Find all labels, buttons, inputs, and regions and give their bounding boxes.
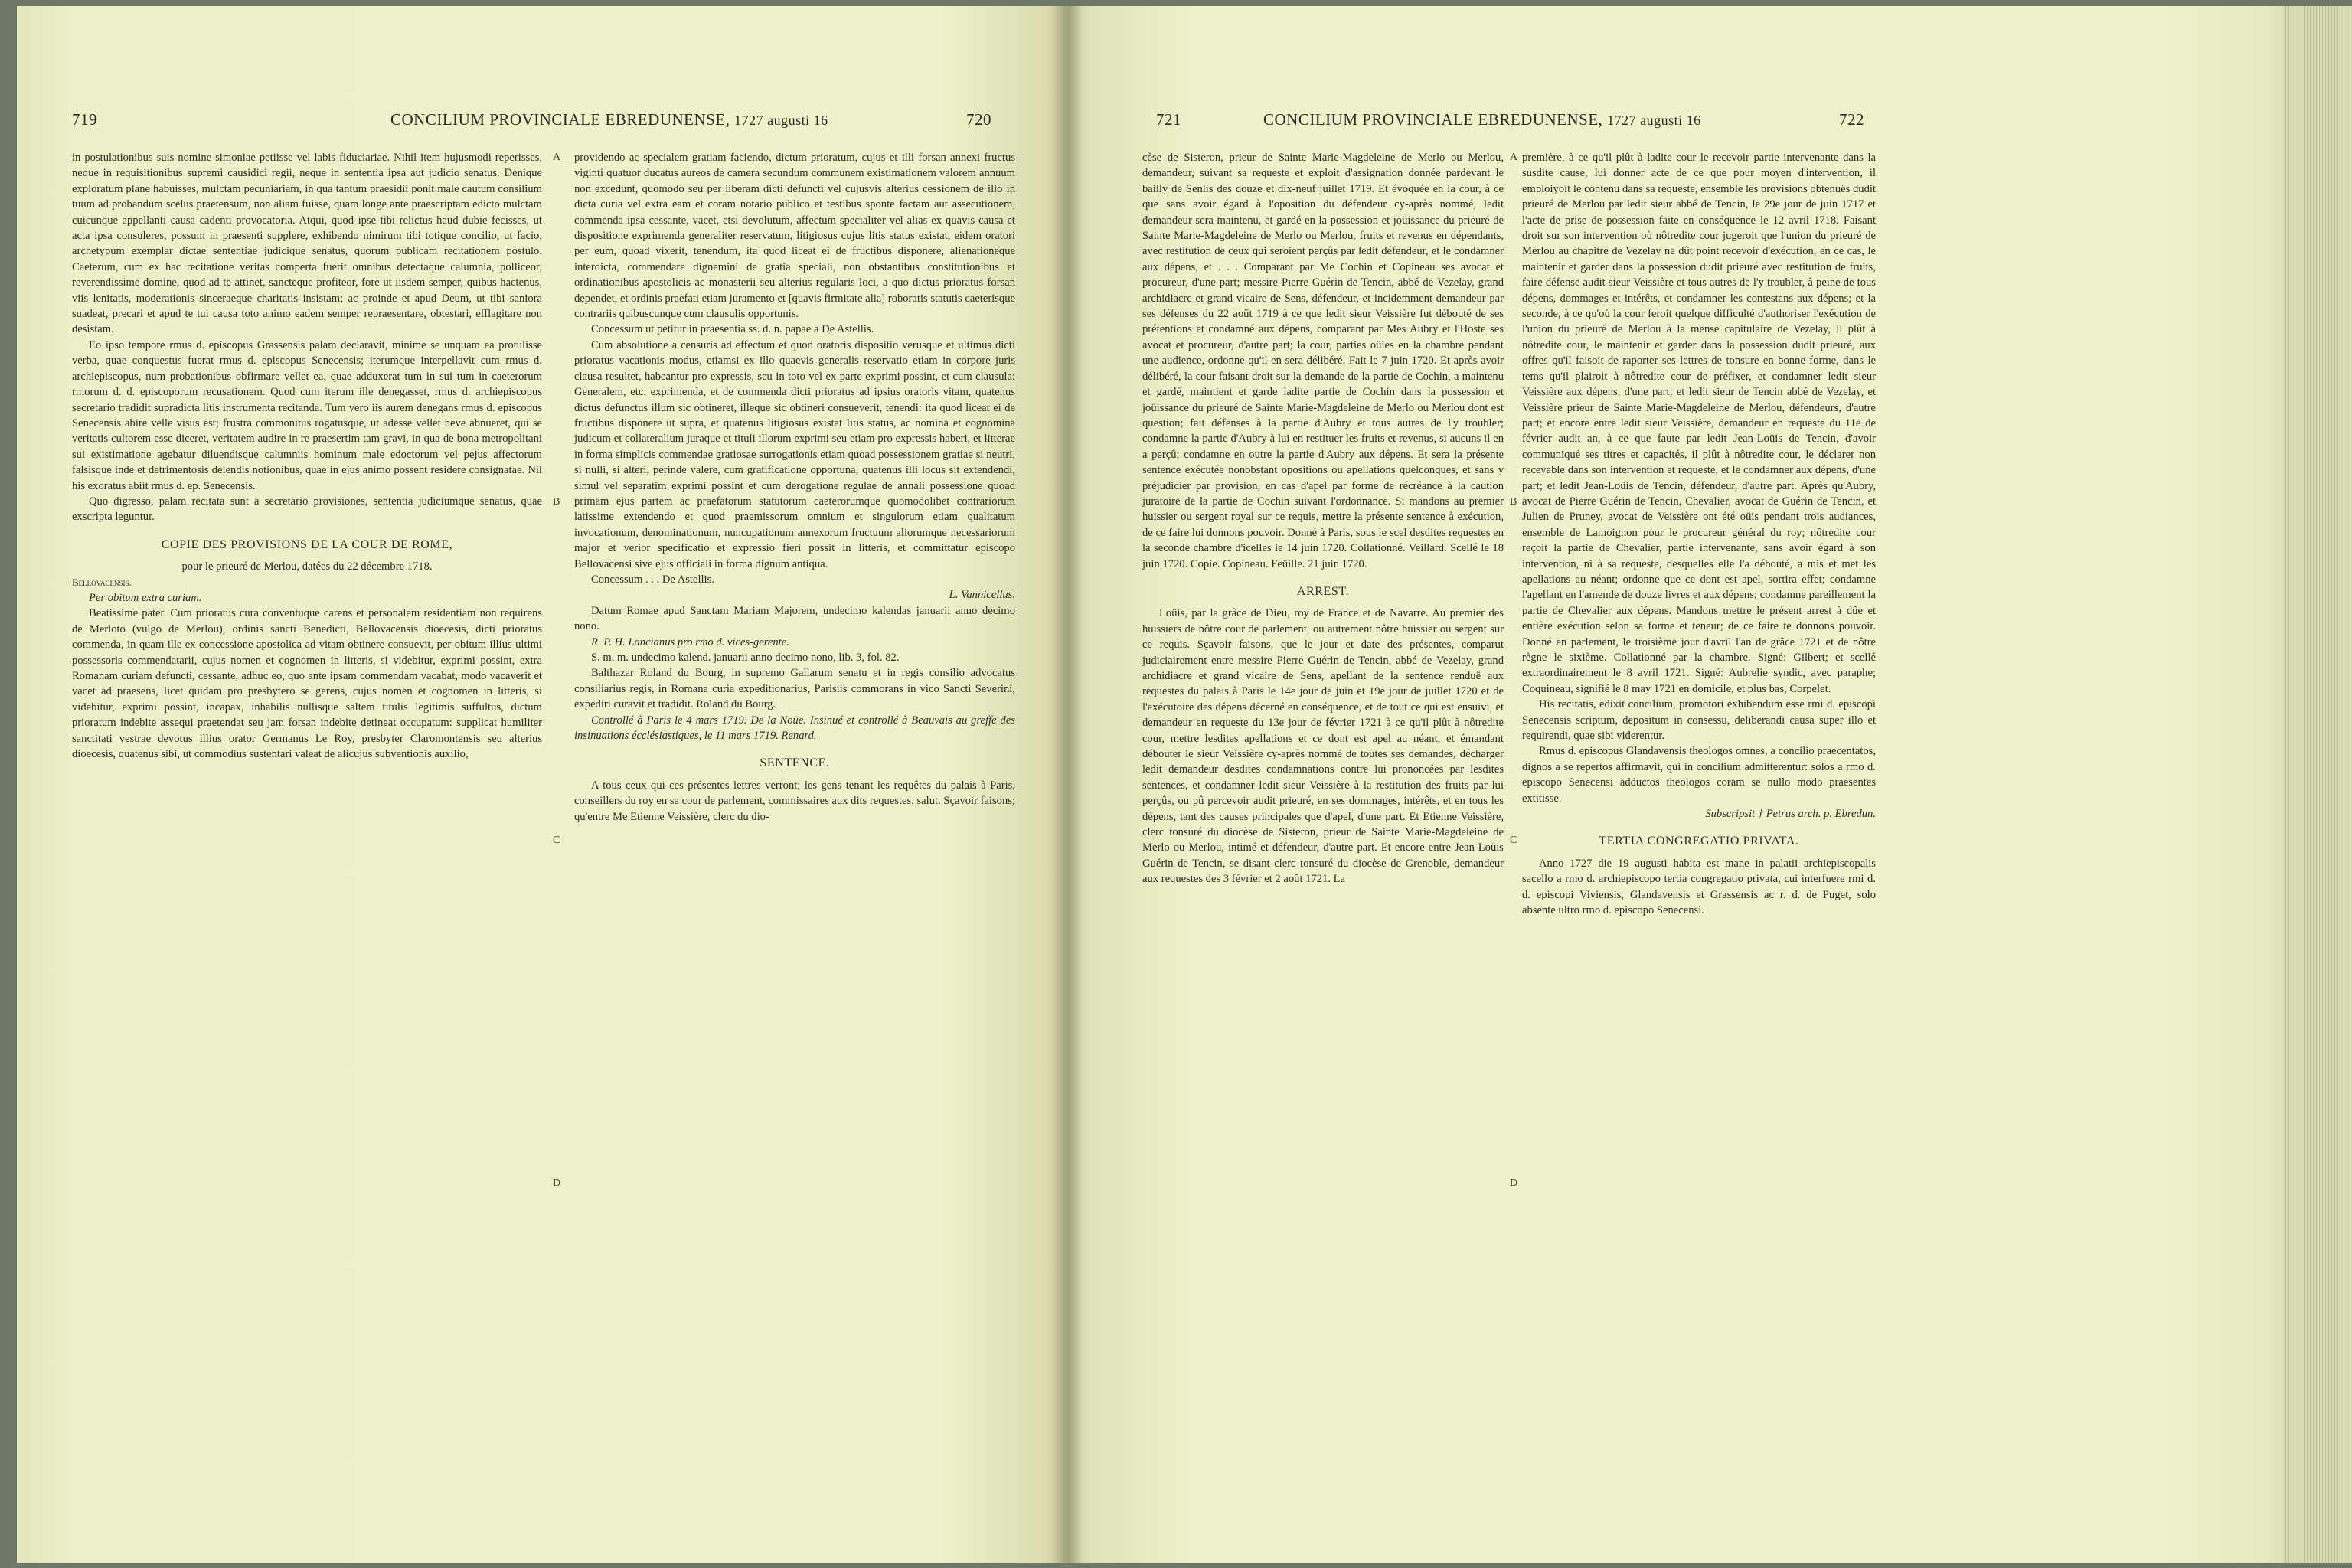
page-number: 722: [1839, 110, 1864, 129]
paragraph: Balthazar Roland du Bourg, in supremo Gallarum senatu et in regis consilio advocatus consiliarius regis, in Romana curia expeditionarius, Parisiis commorans in vico Sancti Severini, expediri curavit et tradidit. Roland du Bourg.: [574, 667, 1015, 711]
margin-marker: B: [553, 496, 560, 508]
paragraph: in postulationibus suis nomine simoniae petiisse vel labis fiduciariae. Nihil item hujusmodi reperisses, neque in requisitionibus supremi causidici regii, neque in sententia ipsa aut judicio senatus. Denique exploratum plane habuisses, mulctam pecuniariam, in qua tantum praesidii ponit male cautum consilium tuum ad probandum scelus praetensum, non aliam fuisse, quam longe ante praescriptam edicto mulctam cuicunque appellanti causa cadenti provocatoria. Atqui, quod ipse tibi relictus haud dubie fecisses, ut acta ipsa consuleres, possum in praesenti supplere, exhibendo nimirum tibi totique concilio, ut facio, archetypum exemplar dictae sententiae judicique senatus, quorum publicam recitationem postulo. Caeterum, cum ex hac recitatione veritas comperta fuerit omnibus detectaque calumnia, polliceor, reverendissime domine, quod ad te attinet, sancteque profiteor, fore ut iisdem semper, quibus hactenus, viis lenitatis, moderationis sinceraeque charitatis insistam; ac proinde et apud Deum, ut tibi saniora suadeat, precari et apud te tui causa toto animo eadem semper repraesentare, obtestari, efflagitare non desistam.: [72, 152, 542, 336]
book-gutter: [1052, 6, 1083, 1563]
page-number: 720: [966, 110, 991, 129]
paragraph: A tous ceux qui ces présentes lettres verront; les gens tenant les requêtes du palais à Paris, conseillers du roy en sa cour de parlement, commissaires aux dits requestes, salut. Sçavoir faisons; qu'entre Me Etienne Veissière, clerc du dio-: [574, 779, 1015, 823]
paragraph: Anno 1727 die 19 augusti habita est mane in palatii archiepiscopalis sacello a rmo d. archiepiscopo tertia congregatio privata, cui interfuere rmi d. d. episcopi Viviensis, Glandavensis et Grassensis ac r. d. de Puget, solo absente ultro rmo d. episcopo Senecensi.: [1522, 857, 1876, 917]
section-heading: COPIE DES PROVISIONS DE LA COUR DE ROME,: [161, 537, 453, 551]
running-title-text: CONCILIUM PROVINCIALE EBREDUNENSE,: [1263, 110, 1603, 129]
margin-marker: A: [1510, 152, 1518, 163]
running-title-text: CONCILIUM PROVINCIALE EBREDUNENSE,: [390, 110, 730, 129]
paragraph: Loüis, par la grâce de Dieu, roy de France et de Navarre. Au premier des huissiers de nôtre cour de parlement, ou autrement nôtre huissier ou sergent sur ce requis. Sçavoir faisons, que le jour et date des présentes, comparut judiciairement entre messire Pierre Guérin de Tencin, abbé de Vezelay, grand archidiacre et grand vicaire de Sens, apellant de la sentence renduë aux requestes du palais à Paris le 14e jour de juin et 19e jour de juillet 1720 et de l'exécutoire des dépens décerné en conséquence, et de tout ce qui est ensuivi, et demandeur en requeste du 13e jour de février 1721 à ce qu'il plût à nôtredite cour, mettre lesdites apellations et ce dont est apel au néant, et émandant débouter le sieur Veissière cy-après nommé de toutes ses demandes, décharger ledit demandeur desdites condamnations contre lui prononcées par lesdites sentences, et condamner ledit sieur Veissière à la restitution des fruits par lui perçûs, ou pû percevoir audit prieuré, en ses dommages, intérêts, et en tous les dépens, tant des causes principales que d'apel, d'une part. Et Etienne Veissière, clerc tonsuré du diocèse de Sisteron, prieur de Sainte Marie-Magdeleine de Merlo ou Merlou, intimé et défendeur, d'autre part. Et encore entre Jean-Loüis Guérin de Tencin, se disant clerc tonsuré du diocèse de Grenoble, demandeur aux requestes des 3 février et 2 août 1721. La: [1142, 607, 1504, 886]
paragraph: cèse de Sisteron, prieur de Sainte Marie-Magdeleine de Merlo ou Merlou, demandeur, suivant sa requeste et exploit d'assignation donnée pardevant le bailly de Senlis des douze et dix-neuf juillet 1719. Et évoquée en la cour, à ce que sans avoir égard à l'oposition du défendeur cy-après nommé, ledit demandeur sera maintenu, et gardé en la possession et joüissance du prieuré de Sainte Marie-Magdeleine de Merlo ou Merlou, fruits et revenus en dépendants, avec restitution de ceux qui seroient perçûs par ledit défendeur, et le condamner aux dépens, et . . . Comparant par Me Cochin et Copineau ses avocat et procureur, d'une part; messire Pierre Guérin de Tencin, abbé de Vezelay, grand archidiacre et grand vicaire de Sens, défendeur, et incidemment demandeur par ses défenses du 22 août 1719 à ce que ledit sieur Veissière fut débouté de ses prétentions et condamné aux dépens, comparant par Mes Aubry et l'Hoste ses avocat et procureur, d'autre part; la cour, parties oüies en la chambre pendant une audience, ordonne qu'il en sera délibéré. Fait le 7 juin 1720. Et après avoir délibéré, la cour faisant droit sur la demande de la partie de Cochin, a maintenu et gardé, maintient et garde ladite partie de Cochin dans la possession et joüissance du prieuré de Sainte Marie-Magdeleine de Merlo ou Merlou dont est question; fait défenses à la partie d'Aubry et tous autres de l'y troubler; condamne la partie d'Aubry à lui en restituer les fruits et revenus, si aucuns il en a perçû; condamne en outre la partie d'Aubry aux dépens. Et sera la présente sentence exécutée nonobstant opositions ou apellations quelconques, et sans y préjudicier par provision, en cas d'apel par forme de récréance à la caution juratoire de la partie de Cochin suivant l'ordonnance. Si mandons au premier huissier ou sergent royal sur ce requis, mettre la présente sentence à exécution, de ce faire lui donnons pouvoir. Donné à Paris, sous le scel desdites requestes en la seconde chambre d'icelles le 14 juin 1720. Collationné. Veillard. Scellé le 18 juin 1720. Copie. Copineau. Feüille. 21 juin 1720.: [1142, 152, 1504, 570]
paragraph: Rmus d. episcopus Glandavensis theologos omnes, a concilio praecentatos, dignos a se repertos affirmavit, qui in concilium admitterentur: solos a rmo d. episcopo Senecensi adductos theologos coram se nullo modo praesentes extitisse.: [1522, 745, 1876, 805]
margin-marker: B: [1510, 496, 1517, 508]
margin-marker: C: [553, 835, 560, 846]
left-column-2: [574, 150, 1015, 825]
right-column-2: [1522, 150, 1876, 919]
page-number: 719: [72, 110, 97, 129]
paragraph: Concessum ut petitur in praesentia ss. d. n. papae a De Astellis.: [591, 323, 874, 336]
paragraph: providendo ac specialem gratiam faciendo, dictum prioratum, cujus et illi forsan annexi fructus viginti quatuor ducatus aureos de camera secundum communem existimationem valorem annuum non excedunt, quomodo seu per liberam dicti defuncti vel cujusvis alterius cessionem de illo in dicta curia vel extra eam et coram notario publico et testibus sponte factam aut assecutionem, commenda ipsa cessante, vacet, etsi devolutum, affectum specialiter vel alias ex quavis causa et dispositione exprimenda generaliter reservatum, litigiosus cujus litis status existat, eidem oratori per eum, quoad vixerit, tenendum, ita quod liceat ei de fructibus disponere, alienationeque interdicta, commendare dignemini de gratia speciali, non obstantibus constitutionibus et ordinationibus apostolicis ac monasterii seu alterius regularis loci, a quo dictus prioratus forsan dependet, et ordinis praefati etiam juramento et [quavis firmitate alia] roboratis statutis caeterisque contrariis quibuscunque cum clausulis opportunis.: [574, 152, 1015, 321]
paragraph: Beatissime pater. Cum prioratus cura conventuque carens et personalem residentiam non requirens de Merloto (vulgo de Merlou), ordinis sancti Benedicti, Bellovacensis dioecesis, dicti prioratus commenda, in quam ille ex concessione apostolica ad vitam obtinere consuevit, per obitum illius ultimi possessoris commendatarii, cujus nomen et cognomen in litteris, si videbitur, exprimi possint, extra Romanam curiam defuncti, cessante, adhuc eo, quo ante ipsam commendam vacabat, modo vacaverit et vacet ad praesens, licet quidam pro presbytero se gerens, cujus nomen et cognomen in litteris, si videbitur, exprimi possint, incapax, inhabilis nullisque saltem titulis legitimis suffultus, dictum prioratum indebite assequi praetendat seu jam forsan indebite detineat occupatum: supplicat humiliter sanctitati vestrae devotus illius orator Germanus Le Roy, presbyter Claromontensis seu alterius dioecesis, quatenus sibi, ut commodius sustentari valeat de alicujus subventionis auxilio,: [72, 607, 542, 761]
running-date: 1727 augusti 16: [1607, 113, 1701, 128]
left-running-head: [17, 110, 1066, 141]
paragraph: Controllé à Paris le 4 mars 1719. De la Noüe. Insinué et controllé à Beauvais au greffe des insinuations écclésiastiques, le 11 mars 1719. Renard.: [574, 714, 1015, 743]
running-title: [1263, 110, 1701, 129]
right-page: [1066, 6, 2352, 1563]
paragraph: Eo ipso tempore rmus d. episcopus Grassensis palam declaravit, minime se unquam ea protulisse verba, quae conquestus fuerat rmus d. episcopus Senecensis; iterumque interpellavit cum rmus d. archiepiscopus, num probationibus obfirmare vellet ea, quae adduxerat tum in sui tum in caeterorum rmorum d. d. episcoporum recusationem. Quod cum iterum ille denegasset, rmus d. archiepiscopus secretario tradidit supradicta litis instrumenta recitanda. Tum vero iis aurem denegans rmus d. episcopus Senecensis abire velle visus est; frustra commonitus rogatusque, ut adesse vellet neve abnueret, qui se veritatis cultorem esse diceret, veritatem audire in re praesertim tam gravi, in qua de bona metropolitani sui existimatione agebatur diluendisque calumniis hominum male edoctorum vel pejus affectorum falsisque inde et detrimentosis delendis notionibus, quae in ejus animo possent residere consignatae. Nil his exoratus abiit rmus d. ep. Senecensis.: [72, 338, 542, 492]
page-edge: [2283, 6, 2352, 1563]
left-page: [17, 6, 1066, 1563]
running-title: [390, 110, 828, 129]
paragraph: Cum absolutione a censuris ad effectum et quod oratoris dispositio verusque et ultimus dicti prioratus vacationis modus, etiamsi ex illo quaevis generalis reservatio etiam in corpore juris clausa resultet, habeantur pro expressis, seu in toto vel ex parte exprimi possint, et cum clausula: Generalem, etc. exprimenda, et de commenda dicti prioratus ad ipsius oratoris vitam, quatenus dictus defunctus illum sic obtineret, illeque sic obtineri consueverit, tenendi: ita quod liceat ei de fructibus disponere ut supra, et quatenus litigiosus existat litis status, ac nomina et cognomina judicum et collateralium juraque et tituli illorum exprimi seu etiam pro expressis haberi, et litterae in forma simplicis commendae gratiosae surrogationis etiam quoad possessionem gratiae si neutri, si nulli, si alteri, perinde valere, cum gratificatione opportuna, quatenus illi locus sit extendendi, simul vel separatim exprimi possint et cum derogatione regulae de annali possessione quoad primam ejus partem ac praefatorum statutorum caeterorumque quomodolibet contrariorum latissime extendendo et quod praemissorum omnium et singulorum etiam qualitatum invocationum, denominationum, nuncupationum annexorum fructuum aliorumque necessariorum major et verior specificatio et expressio fieri possit in litteris, et committatur episcopo Bellovacensi sive ejus officiali in forma dignum antiqua.: [574, 338, 1015, 570]
running-date: 1727 augusti 16: [734, 113, 828, 128]
book-spread: [17, 6, 2314, 1563]
margin-marker: C: [1510, 835, 1517, 846]
subheading: pour le prieuré de Merlou, datées du 22 décembre 1718.: [181, 560, 433, 573]
left-column-1: [72, 150, 542, 762]
section-heading: TERTIA CONGREGATIO PRIVATA.: [1599, 835, 1799, 848]
right-column-1: [1142, 150, 1504, 887]
paragraph: His recitatis, edixit concilium, promotori exhibendum esse rmi d. episcopi Senecensis scriptum, depositum in consessu, deliberandi causa super illo et requirendi, quae sibi viderentur.: [1522, 698, 1876, 743]
page-number: 721: [1156, 110, 1181, 129]
right-running-head: [1066, 110, 2283, 141]
signature-line: L. Vannicellus.: [949, 589, 1015, 602]
signature-line: Subscripsit † Petrus arch. p. Ebredun.: [1705, 808, 1876, 821]
margin-marker: A: [553, 152, 561, 163]
section-heading: SENTENCE.: [760, 756, 830, 770]
paragraph: Datum Romae apud Sanctam Mariam Majorem, undecimo kalendas januarii anno decimo nono.: [574, 604, 1015, 633]
paragraph: R. P. H. Lancianus pro rmo d. vices-gerente.: [591, 635, 789, 648]
section-heading: ARREST.: [1296, 584, 1350, 598]
paragraph: S. m. m. undecimo kalend. januarii anno decimo nono, lib. 3, fol. 82.: [591, 652, 900, 664]
margin-marker: D: [553, 1178, 561, 1189]
paragraph: Quo digresso, palam recitata sunt a secretario provisiones, sententia judiciumque senatus, quae exscripta leguntur.: [72, 495, 542, 524]
diocese-label: Bellovacensis.: [72, 576, 132, 588]
paragraph: Per obitum extra curiam.: [89, 591, 202, 604]
paragraph: première, à ce qu'il plût à ladite cour le recevoir partie intervenante dans la susdite cause, lui donner acte de ce que pour moyen d'intervention, il emploiyoit le contenu dans sa requeste, ensemble les provisions obtenuës dudit prieuré de Merlou par ledit sieur abbé de Tencin, le 29e jour de juin 1717 et l'acte de prise de possession faite en conséquence le 12 avril 1718. Faisant droit sur son intervention où nôtredite cour jugeroit que l'union du prieuré de Merlou au chapitre de Vezelay ne dût point recevoir d'exécution, en ce cas, le maintenir et garder dans la possession dudit prieuré avec restitution de fruits, faire défense audit sieur Veissière et tous autres de l'y troubler, à peine de tous dépens, dommages et intérêts, et condamner les contestans aux dépens; et la seconde, à ce qu'où la cour feroit quelque difficulté d'authoriser l'exécution de l'union du prieuré de Merlou à la mense capitulaire de Vezelay, il plût à nôtredite cour, le maintenir et garder dans la possession dudit prieuré, aux offres qu'il faisoit de raporter ses lettres de tonsure en bonne forme, dans le tems qu'il plairoit à nôtredite cour de préfixer, et condamner ledit sieur Veissière aux dépens, d'une part; et ledit sieur de Tencin abbé de Vezelay, et Veissière prieur de Sainte Marie-Magdeleine de Merlou, défendeurs, d'autre part; et encore entre ledit sieur Veissière, demandeur en requeste du 11e de février audit an, à ce que faute par ledit Jean-Loüis de Tencin, d'avoir communiqué ses titres et capacités, il plût à nôtredite cour, le déclarer non recevable dans son intervention et requeste, et le condamner aux dépens, d'une part; et ledit Jean-Loüis de Tencin, défendeur, d'autre part. Après qu'Aubry, avocat de Pierre Guérin de Tencin, Chevalier, avocat de Guérin de Tencin, et Julien de Pruney, avocat de Veissière ont été oüis pendant trois audiances, ensemble de Lamoignon pour le procureur général du roy; nôtredite cour reçoit la partie de Chevalier, partie intervenante, sans avoir égard à son intervention, ni à sa requeste, desquelles elle l'a débouté, a mis et met les apellations au néant; ordonne que ce dont est apel, sortira effet; condamne l'apellant en l'amende de douze livres et aux dépens; condamne pareillement la partie de Chevalier aux dépens. Mandons mettre le présent arrest à dûe et entière exécution selon sa forme et teneur; de ce faire te donnons pouvoir. Donné en parlement, le troisième jour d'avril l'an de grâce 1721 et de nôtre règne le sixième. Collationné par la chambre. Signé: Gilbert; et scellé extraordinairement le 8 avril 1721. Signé: Aubrelie syndic, avec paraphe; Coquineau, signifié le 8 may 1721 en domicile, et plus bas, Corpelet.: [1522, 152, 1876, 695]
margin-marker: D: [1510, 1178, 1518, 1189]
paragraph: Concessum . . . De Astellis.: [591, 573, 714, 586]
